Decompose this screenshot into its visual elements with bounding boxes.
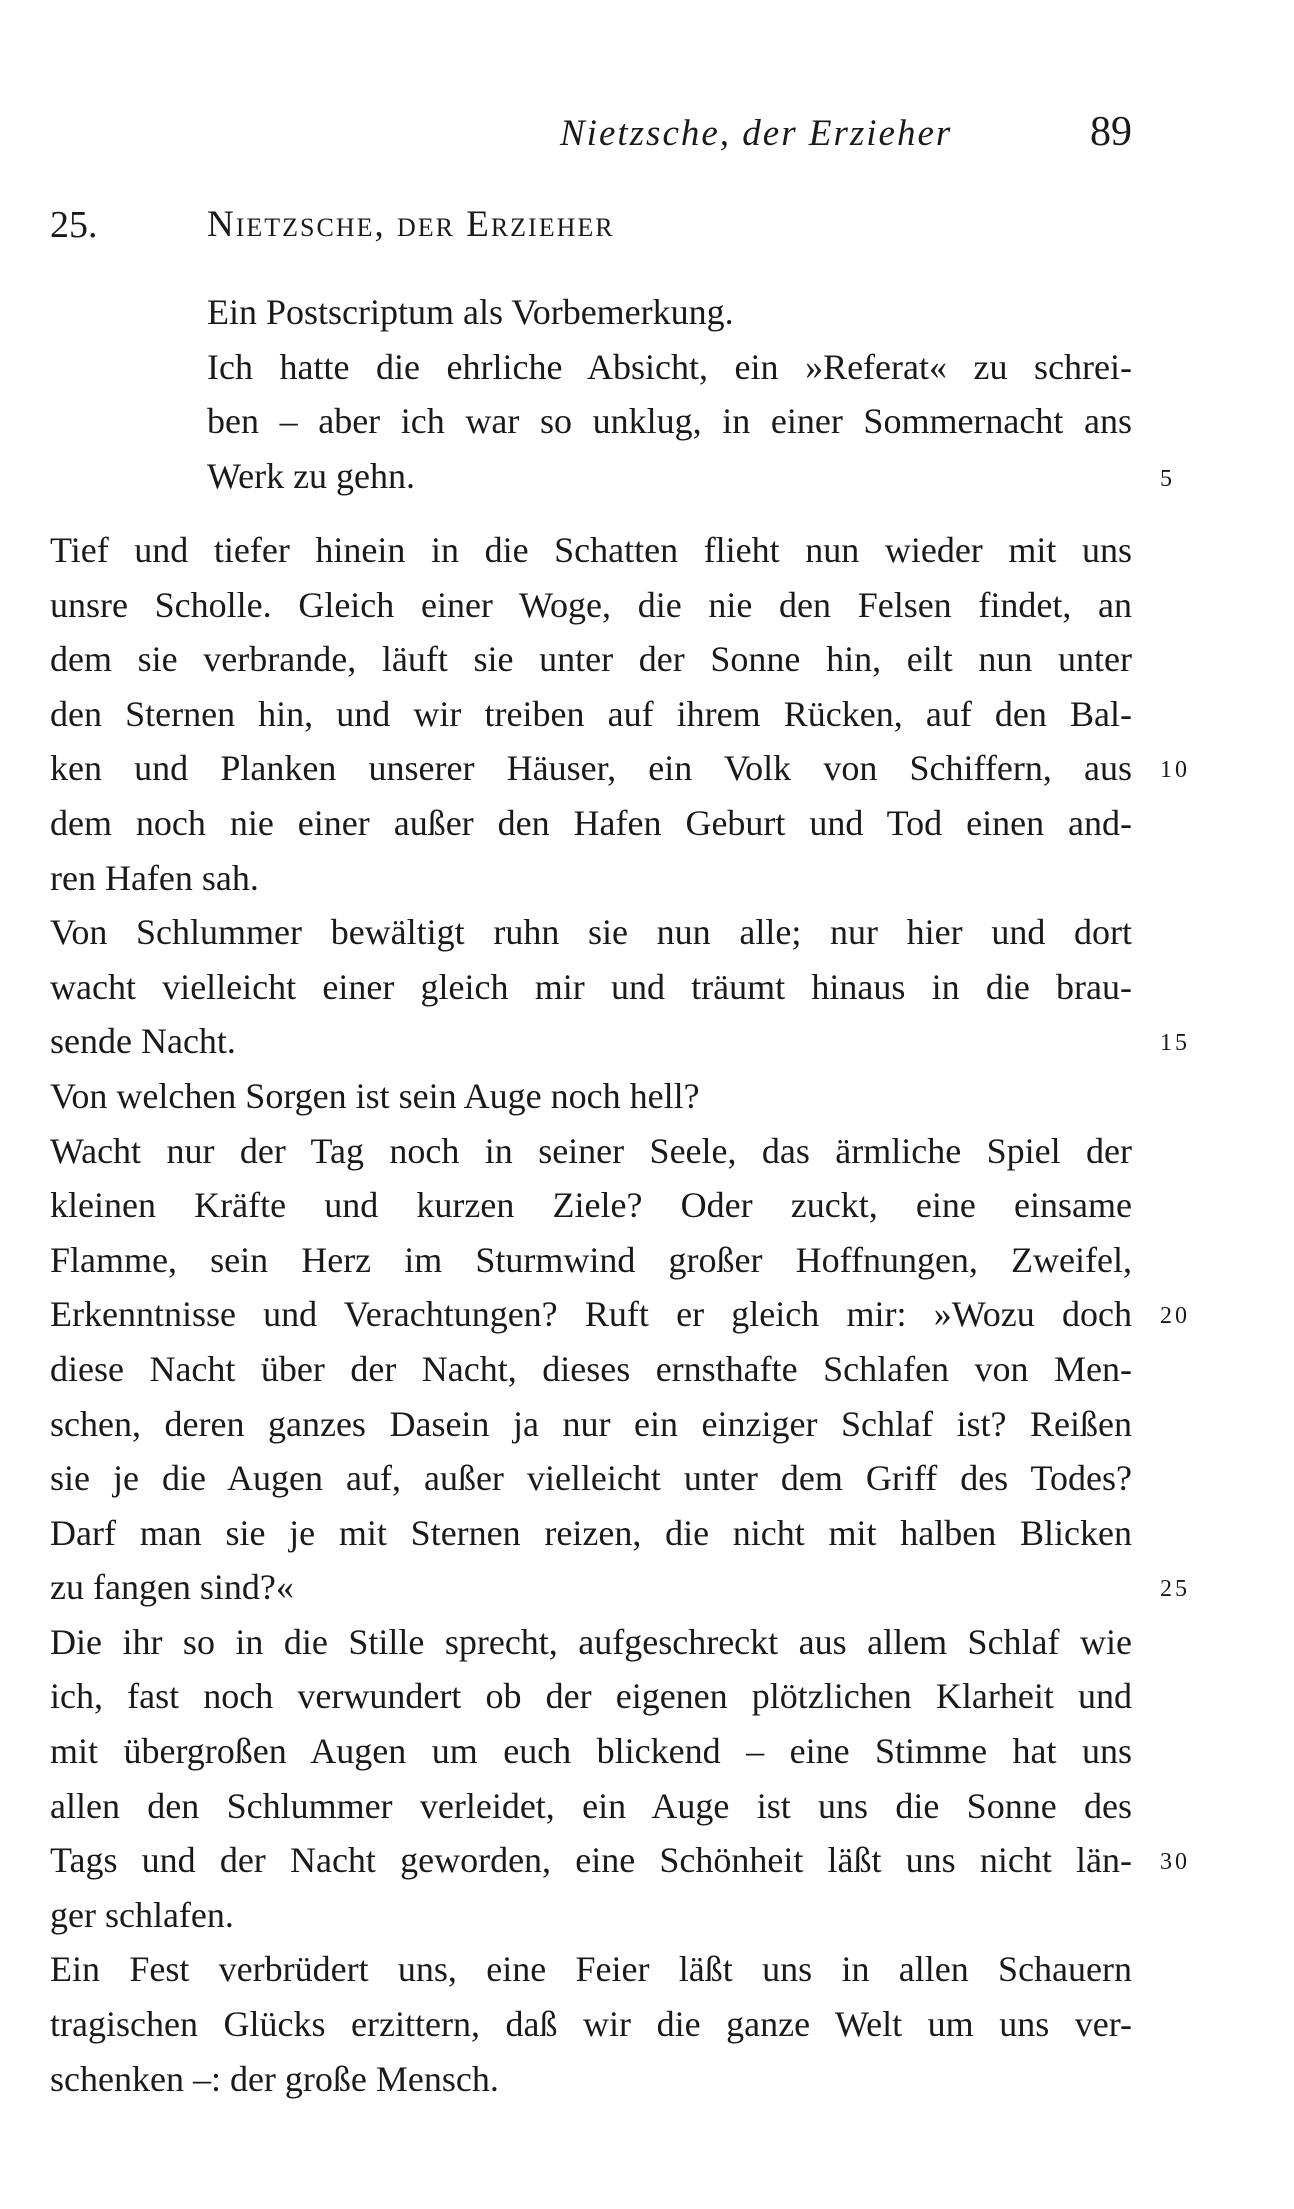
line-number: 30 — [1160, 1849, 1190, 1875]
body-line: mit übergroßen Augen um euch blickend – eine Stimme hat uns — [50, 1731, 1132, 1772]
line-number: 5 — [1160, 466, 1175, 492]
body-line: Von Schlummer bewältigt ruhn sie nun alle; nur hier und dort — [50, 912, 1132, 953]
line-number: 20 — [1160, 1303, 1190, 1329]
body-line: Erkenntnisse und Verachtungen? Ruft er gleich mir: »Wozu doch — [50, 1294, 1132, 1335]
body-line: schenken –: der große Mensch. — [50, 2058, 499, 2099]
body-text — [50, 523, 1132, 2106]
motto-line: Ein Postscriptum als Vorbemerkung. — [207, 292, 734, 332]
body-line: Flamme, sein Herz im Sturmwind großer Hoffnungen, Zweifel, — [50, 1239, 1132, 1280]
section-heading — [50, 203, 1150, 253]
motto-line: Werk zu gehn. — [207, 455, 416, 496]
line-number: 15 — [1160, 1030, 1190, 1056]
body-line: dem noch nie einer außer den Hafen Geburt und Tod einen and- — [50, 802, 1132, 843]
body-line: sie je die Augen auf, außer vielleicht unter dem Griff des Todes? — [50, 1458, 1132, 1499]
body-line: zu fangen sind?« — [50, 1567, 294, 1608]
body-line: Von welchen Sorgen ist sein Auge noch hell? — [50, 1075, 700, 1116]
section-title: Nietzsche, der Erzieher — [207, 204, 615, 245]
body-line: tragischen Glücks erzittern, daß wir die ganze Welt um uns ver- — [50, 2004, 1132, 2045]
running-title: Nietzsche, der Erzieher — [560, 113, 953, 154]
body-line: Darf man sie je mit Sternen reizen, die nicht mit halben Blicken — [50, 1512, 1132, 1553]
body-line: ich, fast noch verwundert ob der eigenen plötzlichen Klarheit und — [50, 1676, 1132, 1717]
page-number: 89 — [1090, 109, 1132, 155]
body-line: ken und Planken unserer Häuser, ein Volk von Schiffern, aus — [50, 748, 1132, 789]
body-line: den Sternen hin, und wir treiben auf ihrem Rücken, auf den Bal- — [50, 693, 1132, 734]
body-line: kleinen Kräfte und kurzen Ziele? Oder zuckt, eine einsame — [50, 1185, 1132, 1226]
motto-block — [207, 285, 1132, 503]
body-line: diese Nacht über der Nacht, dieses ernsthafte Schlafen von Men- — [50, 1348, 1132, 1389]
body-line: Tags und der Nacht geworden, eine Schönheit läßt uns nicht län- — [50, 1840, 1132, 1881]
body-line: allen den Schlummer verleidet, ein Auge ist uns die Sonne des — [50, 1785, 1132, 1826]
line-number: 10 — [1160, 757, 1190, 783]
body-line: Die ihr so in die Stille sprecht, aufgeschreckt aus allem Schlaf wie — [50, 1621, 1132, 1662]
body-line: schen, deren ganzes Dasein ja nur ein einziger Schlaf ist? Reißen — [50, 1403, 1132, 1444]
section-number: 25. — [50, 204, 98, 246]
body-line: dem sie verbrande, läuft sie unter der Sonne hin, eilt nun unter — [50, 639, 1132, 680]
body-line: ren Hafen sah. — [50, 857, 259, 898]
body-line: sende Nacht. — [50, 1021, 236, 1062]
body-line: unsre Scholle. Gleich einer Woge, die nie den Felsen findet, an — [50, 584, 1132, 625]
body-line: ger schlafen. — [50, 1894, 234, 1935]
body-line: Tief und tiefer hinein in die Schatten flieht nun wieder mit uns — [50, 530, 1132, 570]
line-number: 25 — [1160, 1576, 1190, 1602]
line-number-margin — [1160, 0, 1240, 2209]
running-head — [0, 109, 1294, 162]
motto-line: ben – aber ich war so unklug, in einer Sommernacht ans — [207, 401, 1132, 442]
body-line: wacht vielleicht einer gleich mir und träumt hinaus in die brau- — [50, 966, 1132, 1007]
body-line: Ein Fest verbrüdert uns, eine Feier läßt uns in allen Schauern — [50, 1949, 1132, 1990]
motto-line: Ich hatte die ehrliche Absicht, ein »Referat« zu schrei- — [207, 346, 1132, 387]
body-line: Wacht nur der Tag noch in seiner Seele, das ärmliche Spiel der — [50, 1130, 1132, 1171]
